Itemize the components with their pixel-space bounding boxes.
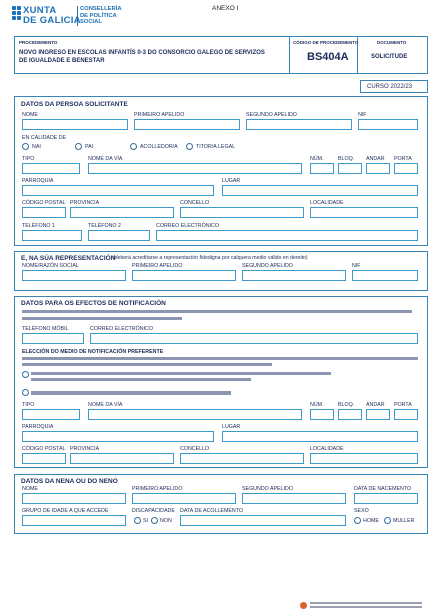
notif-bloq-label: BLOQ. bbox=[338, 402, 355, 408]
header-divider bbox=[77, 6, 78, 26]
applicant-segundo-apelido-label: SEGUNDO APELIDO bbox=[246, 112, 297, 118]
rep-segundo-apelido-label: SEGUNDO APELIDO bbox=[242, 263, 293, 269]
applicant-telefono2-label: TELÉFONO 2 bbox=[88, 223, 121, 229]
radio-acolledor[interactable] bbox=[130, 143, 137, 150]
annex-label: ANEXO I bbox=[212, 5, 239, 12]
child-discapacidade-label: DISCAPACIDADE bbox=[132, 508, 175, 514]
child-data-nacemento-field[interactable] bbox=[354, 493, 418, 504]
notif-localidade-label: LOCALIDADE bbox=[310, 446, 344, 452]
notif-nome-via-field[interactable] bbox=[88, 409, 302, 420]
notif-concello-label: CONCELLO bbox=[180, 446, 210, 452]
notification-intro-text bbox=[22, 309, 418, 323]
notif-provincia-label: PROVINCIA bbox=[70, 446, 100, 452]
notif-eleccion-label: ELECCIÓN DO MEDIO DE NOTIFICACIÓN PREFERENTE bbox=[22, 349, 164, 355]
representation-note: (deberá acreditarse a representación fidedigna por calquera medio válido en dereito) bbox=[113, 255, 308, 261]
child-nome-field[interactable] bbox=[22, 493, 126, 504]
notif-bloq-field[interactable] bbox=[338, 409, 362, 420]
applicant-nome-label: NOME bbox=[22, 112, 38, 118]
notif-andar-label: ANDAR bbox=[366, 402, 385, 408]
applicant-tipo-label: TIPO bbox=[22, 156, 35, 162]
radio-notif-electronica[interactable] bbox=[22, 371, 29, 378]
radio-non-label: NON bbox=[160, 518, 172, 524]
applicant-telefono2-field[interactable] bbox=[88, 230, 150, 241]
logo-text-galicia: DE GALICIA bbox=[23, 15, 81, 26]
applicant-section-title: DATOS DA PERSOA SOLICITANTE bbox=[21, 101, 128, 108]
applicant-localidade-label: LOCALIDADE bbox=[310, 200, 344, 206]
radio-pai-label: PAI bbox=[85, 144, 94, 150]
radio-pai[interactable] bbox=[75, 143, 82, 150]
child-title: DATOS DA NENA OU DO NENO bbox=[21, 478, 118, 485]
radio-home-label: HOME bbox=[363, 518, 379, 524]
child-data-nacemento-label: DATA DE NACEMENTO bbox=[354, 486, 412, 492]
rep-nif-label: NIF bbox=[352, 263, 361, 269]
radio-discapacidade-si[interactable] bbox=[134, 517, 141, 524]
applicant-codigo-postal-field[interactable] bbox=[22, 207, 66, 218]
notif-concello-field[interactable] bbox=[180, 453, 304, 464]
radio-titor-legal-label: TITOR/A LEGAL bbox=[196, 144, 236, 150]
notif-parroquia-field[interactable] bbox=[22, 431, 214, 442]
notif-electronica-text bbox=[31, 371, 411, 383]
notif-num-label: NÚM. bbox=[310, 402, 324, 408]
child-data-acollemento-field[interactable] bbox=[180, 515, 346, 526]
notif-andar-field[interactable] bbox=[366, 409, 390, 420]
notif-tipo-field[interactable] bbox=[22, 409, 80, 420]
notif-porta-label: PORTA bbox=[394, 402, 412, 408]
applicant-bloq-field[interactable] bbox=[338, 163, 362, 174]
rep-nif-field[interactable] bbox=[352, 270, 418, 281]
document-label: DOCUMENTO bbox=[377, 40, 407, 45]
applicant-bloq-label: BLOQ. bbox=[338, 156, 355, 162]
rep-nome-razon-field[interactable] bbox=[22, 270, 126, 281]
applicant-porta-field[interactable] bbox=[394, 163, 418, 174]
applicant-nome-field[interactable] bbox=[22, 119, 128, 130]
applicant-primeiro-apelido-label: PRIMEIRO APELIDO bbox=[134, 112, 185, 118]
applicant-nome-via-label: NOME DA VÍA bbox=[88, 156, 123, 162]
procedure-box bbox=[14, 36, 428, 74]
notif-lugar-label: LUGAR bbox=[222, 424, 241, 430]
notif-lugar-field[interactable] bbox=[222, 431, 418, 442]
radio-sexo-muller[interactable] bbox=[384, 517, 391, 524]
rep-segundo-apelido-field[interactable] bbox=[242, 270, 346, 281]
applicant-nif-label: NIF bbox=[358, 112, 367, 118]
applicant-tipo-field[interactable] bbox=[22, 163, 80, 174]
applicant-num-label: NÚM. bbox=[310, 156, 324, 162]
radio-sexo-home[interactable] bbox=[354, 517, 361, 524]
applicant-parroquia-field[interactable] bbox=[22, 185, 214, 196]
applicant-segundo-apelido-field[interactable] bbox=[246, 119, 352, 130]
notif-localidade-field[interactable] bbox=[310, 453, 418, 464]
notif-parroquia-label: PARROQUIA bbox=[22, 424, 54, 430]
course-box bbox=[360, 80, 428, 93]
applicant-provincia-field[interactable] bbox=[70, 207, 174, 218]
child-grupo-idade-field[interactable] bbox=[22, 515, 126, 526]
applicant-nif-field[interactable] bbox=[358, 119, 418, 130]
en-calidade-label: EN CALIDADE DE bbox=[22, 135, 67, 141]
notif-porta-field[interactable] bbox=[394, 409, 418, 420]
applicant-telefono1-label: TELÉFONO 1 bbox=[22, 223, 55, 229]
radio-muller-label: MULLER bbox=[393, 518, 415, 524]
applicant-concello-field[interactable] bbox=[180, 207, 304, 218]
representation-title: E, NA SÚA REPRESENTACIÓN bbox=[21, 255, 116, 262]
department-name: CONSELLERÍA DE POLÍTICA SOCIAL bbox=[80, 6, 122, 26]
notif-telefono-movil-field[interactable] bbox=[22, 333, 84, 344]
child-sexo-label: SEXO bbox=[354, 508, 369, 514]
notif-correo-field[interactable] bbox=[90, 333, 418, 344]
rep-primeiro-apelido-label: PRIMEIRO APELIDO bbox=[132, 263, 183, 269]
applicant-num-field[interactable] bbox=[310, 163, 334, 174]
applicant-correo-label: CORREO ELECTRÓNICO bbox=[156, 223, 219, 229]
procedure-label: PROCEDEMENTO bbox=[19, 40, 58, 45]
applicant-localidade-field[interactable] bbox=[310, 207, 418, 218]
applicant-lugar-label: LUGAR bbox=[222, 178, 241, 184]
child-primeiro-apelido-label: PRIMEIRO APELIDO bbox=[132, 486, 183, 492]
applicant-provincia-label: PROVINCIA bbox=[70, 200, 100, 206]
applicant-concello-label: CONCELLO bbox=[180, 200, 210, 206]
applicant-codigo-postal-label: CÓDIGO POSTAL bbox=[22, 200, 66, 206]
notif-postal-text bbox=[31, 391, 231, 395]
notif-eleccion-text bbox=[22, 356, 418, 368]
applicant-nome-via-field[interactable] bbox=[88, 163, 302, 174]
logo-text-xunta: XUNTA bbox=[23, 5, 57, 16]
notif-tipo-label: TIPO bbox=[22, 402, 35, 408]
radio-nai-label: NAI bbox=[32, 144, 41, 150]
radio-discapacidade-non[interactable] bbox=[151, 517, 158, 524]
applicant-correo-field[interactable] bbox=[156, 230, 418, 241]
rep-nome-razon-label: NOME/RAZÓN SOCIAL bbox=[22, 263, 79, 269]
procedure-title: NOVO INGRESO EN ESCOLAS INFANTÍS 0-3 DO CONSORCIO GALEGO DE SERVIZOS DE IGUALDADE E BENESTAR bbox=[19, 50, 265, 64]
applicant-parroquia-label: PARROQUIA bbox=[22, 178, 54, 184]
child-primeiro-apelido-field[interactable] bbox=[132, 493, 236, 504]
notification-title: DATOS PARA OS EFECTOS DE NOTIFICACIÓN bbox=[21, 300, 166, 307]
course-label: CURSO 2022/23 bbox=[367, 84, 413, 90]
applicant-andar-field[interactable] bbox=[366, 163, 390, 174]
procedure-code: BS404A bbox=[307, 51, 349, 63]
radio-si-label: SI bbox=[143, 518, 149, 524]
child-nome-label: NOME bbox=[22, 486, 38, 492]
child-grupo-idade-label: GRUPO DE IDADE A QUE ACCEDE bbox=[22, 508, 109, 514]
child-segundo-apelido-field[interactable] bbox=[242, 493, 346, 504]
notif-codigo-postal-field[interactable] bbox=[22, 453, 66, 464]
applicant-andar-label: ANDAR bbox=[366, 156, 385, 162]
notif-provincia-field[interactable] bbox=[70, 453, 174, 464]
notif-codigo-postal-label: CÓDIGO POSTAL bbox=[22, 446, 66, 452]
child-segundo-apelido-label: SEGUNDO APELIDO bbox=[242, 486, 293, 492]
notif-nome-via-label: NOME DA VÍA bbox=[88, 402, 123, 408]
radio-notif-postal[interactable] bbox=[22, 389, 29, 396]
electronic-seal-footer bbox=[300, 601, 428, 611]
child-data-acollemento-label: DATA DE ACOLLEMENTO bbox=[180, 508, 243, 514]
notif-num-field[interactable] bbox=[310, 409, 334, 420]
radio-titor-legal[interactable] bbox=[186, 143, 193, 150]
radio-acolledor-label: ACOLLEDOR/A bbox=[140, 144, 178, 150]
applicant-telefono1-field[interactable] bbox=[22, 230, 82, 241]
applicant-porta-label: PORTA bbox=[394, 156, 412, 162]
notif-telefono-movil-label: TELÉFONO MÓBIL bbox=[22, 326, 69, 332]
seal-icon bbox=[300, 602, 307, 609]
radio-nai[interactable] bbox=[22, 143, 29, 150]
notif-correo-label: CORREO ELECTRÓNICO bbox=[90, 326, 153, 332]
applicant-lugar-field[interactable] bbox=[222, 185, 418, 196]
applicant-primeiro-apelido-field[interactable] bbox=[134, 119, 240, 130]
document-type: SOLICITUDE bbox=[371, 54, 408, 60]
procedure-code-label: CÓDIGO DE PROCEDEMENTO bbox=[293, 40, 359, 45]
rep-primeiro-apelido-field[interactable] bbox=[132, 270, 236, 281]
